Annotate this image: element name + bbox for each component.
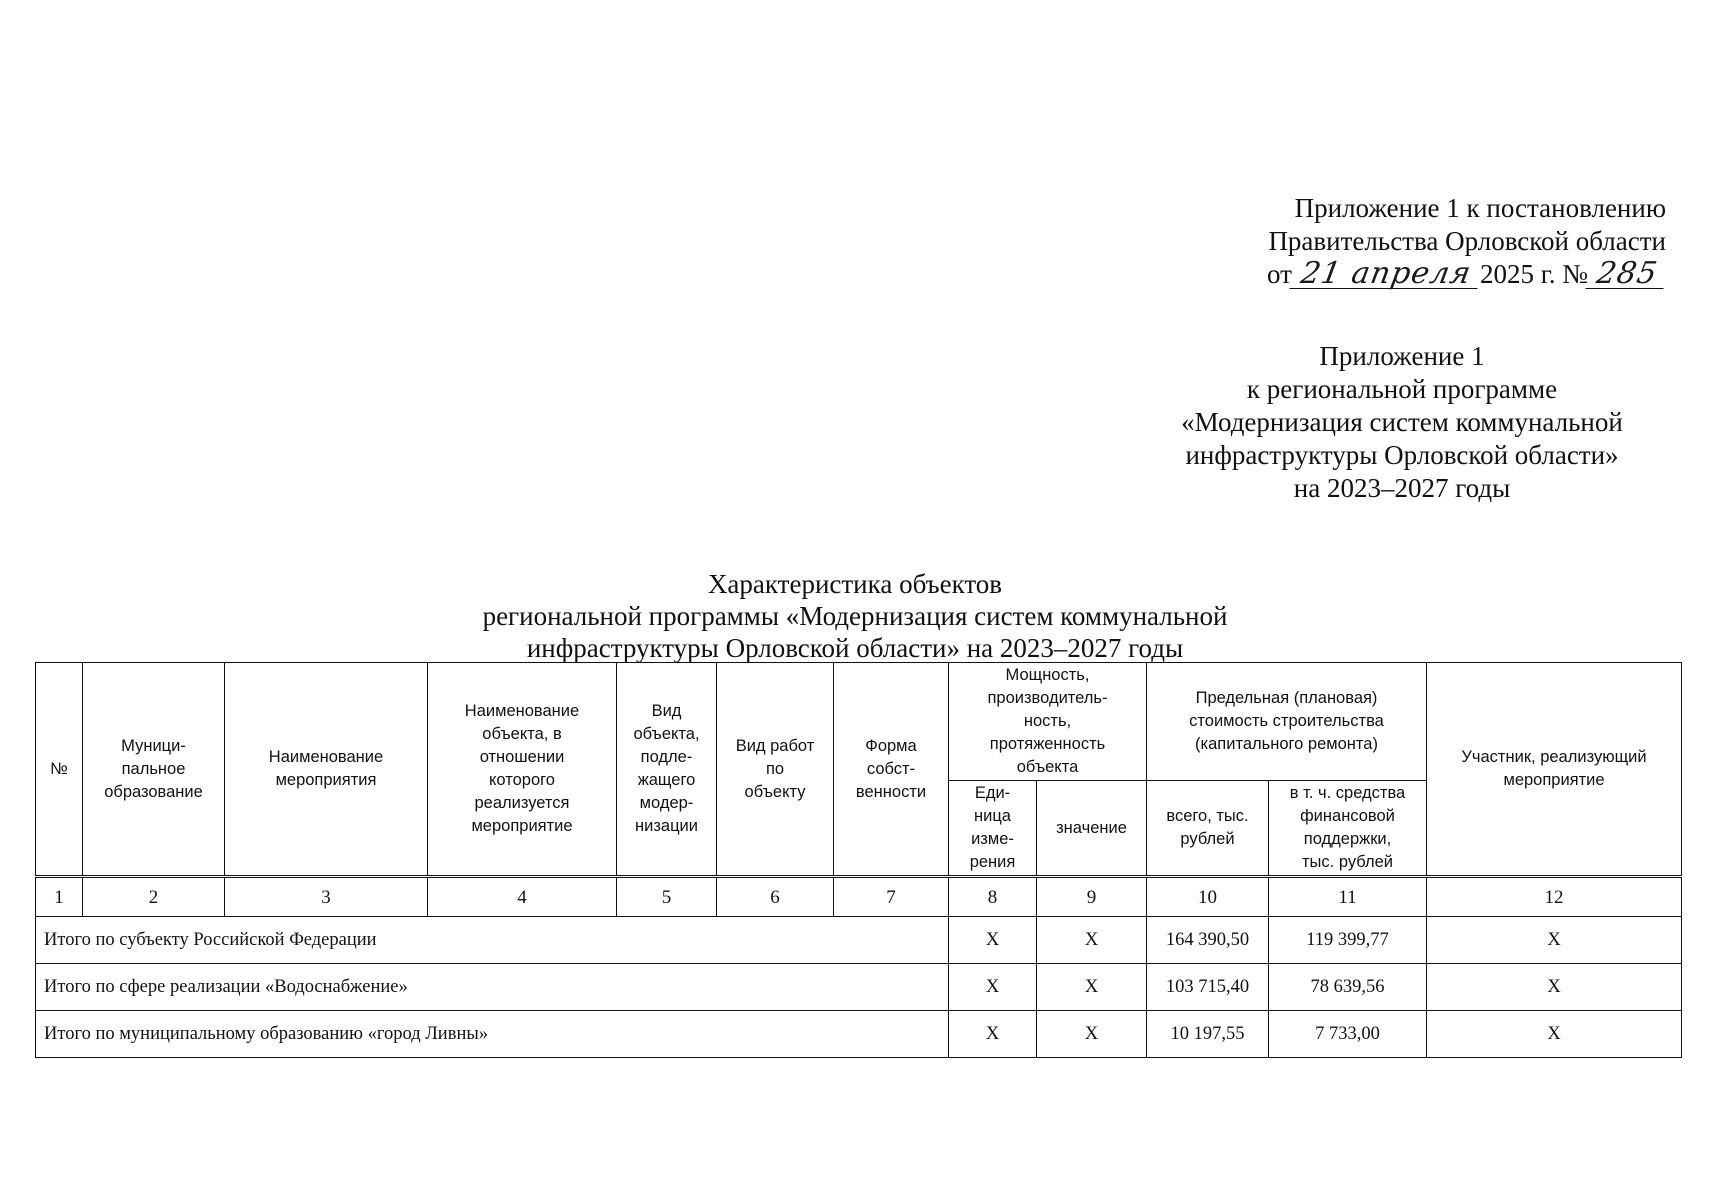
document-title [340, 568, 1370, 664]
header-municipality: Муници- пальное образование [83, 663, 225, 877]
row-unit: Х [949, 964, 1037, 1011]
row-total-cost: 164 390,50 [1147, 917, 1269, 964]
resolution-annex-block [1106, 192, 1666, 291]
date-prefix: от [1267, 259, 1292, 289]
header-participant: Участник, реализующий мероприятие [1427, 663, 1682, 877]
header-work-type: Вид работ по объекту [717, 663, 834, 877]
row-support: 7 733,00 [1269, 1011, 1427, 1058]
column-number: 6 [717, 877, 834, 917]
column-number: 1 [36, 877, 83, 917]
row-participant: Х [1427, 1011, 1682, 1058]
program-annex-block [1152, 340, 1652, 505]
column-number: 3 [225, 877, 428, 917]
annex-line-1: Приложение 1 к постановлению [1294, 193, 1666, 223]
title-line-1: Характеристика объектов [707, 569, 1003, 599]
header-cost: Предельная (плановая) стоимость строительства (капитального ремонта) [1147, 663, 1427, 781]
column-number: 5 [617, 877, 717, 917]
header-capacity: Мощность, производитель- ность, протяженность объекта [949, 663, 1147, 781]
column-number: 8 [949, 877, 1037, 917]
header-unit: Еди- ница изме- рения [949, 781, 1037, 877]
row-support: 78 639,56 [1269, 964, 1427, 1011]
row-participant: Х [1427, 917, 1682, 964]
header-value: значение [1037, 781, 1147, 877]
handwritten-number: 285 [1585, 260, 1668, 289]
handwritten-date: 21 апреля [1289, 260, 1482, 289]
program-annex-line-2: к региональной программе [1246, 374, 1558, 404]
row-unit: Х [949, 917, 1037, 964]
column-numbers-row [36, 877, 1682, 917]
row-label: Итого по субъекту Российской Федерации [36, 917, 949, 964]
row-unit: Х [949, 1011, 1037, 1058]
header-object-name: Наименование объекта, в отношении которого реализуется мероприятие [428, 663, 617, 877]
row-label: Итого по муниципальному образованию «город Ливны» [36, 1011, 949, 1058]
table-row [36, 964, 1682, 1011]
row-value: Х [1037, 1011, 1147, 1058]
row-support: 119 399,77 [1269, 917, 1427, 964]
header-support: в т. ч. средства финансовой поддержки, тыс. рублей [1269, 781, 1427, 877]
row-total-cost: 10 197,55 [1147, 1011, 1269, 1058]
column-number: 4 [428, 877, 617, 917]
header-ownership: Форма собст- венности [834, 663, 949, 877]
column-number: 10 [1147, 877, 1269, 917]
row-value: Х [1037, 917, 1147, 964]
header-total-cost: всего, тыс. рублей [1147, 781, 1269, 877]
column-number: 2 [83, 877, 225, 917]
title-line-3: инфраструктуры Орловской области» на 2023–2027 годы [526, 633, 1184, 663]
program-annex-line-5: на 2023–2027 годы [1293, 473, 1511, 503]
program-annex-line-4: инфраструктуры Орловской области» [1185, 440, 1619, 470]
annex-date-line [1106, 258, 1666, 291]
row-value: Х [1037, 964, 1147, 1011]
header-object-type: Вид объекта, подле- жащего модер- низации [617, 663, 717, 877]
title-line-2: региональной программы «Модернизация систем коммунальной [482, 601, 1228, 631]
header-measure: Наименование мероприятия [225, 663, 428, 877]
column-number: 11 [1269, 877, 1427, 917]
table-row [36, 917, 1682, 964]
column-number: 12 [1427, 877, 1682, 917]
column-number: 7 [834, 877, 949, 917]
row-participant: Х [1427, 964, 1682, 1011]
annex-line-2: Правительства Орловской области [1268, 226, 1666, 256]
header-num: № [36, 663, 83, 877]
column-number: 9 [1037, 877, 1147, 917]
program-annex-line-3: «Модернизация систем коммунальной [1181, 407, 1623, 437]
objects-table [35, 662, 1682, 1058]
table-row [36, 1011, 1682, 1058]
program-annex-line-1: Приложение 1 [1319, 341, 1485, 371]
row-total-cost: 103 715,40 [1147, 964, 1269, 1011]
year-text: 2025 г. № [1479, 259, 1588, 289]
row-label: Итого по сфере реализации «Водоснабжение» [36, 964, 949, 1011]
